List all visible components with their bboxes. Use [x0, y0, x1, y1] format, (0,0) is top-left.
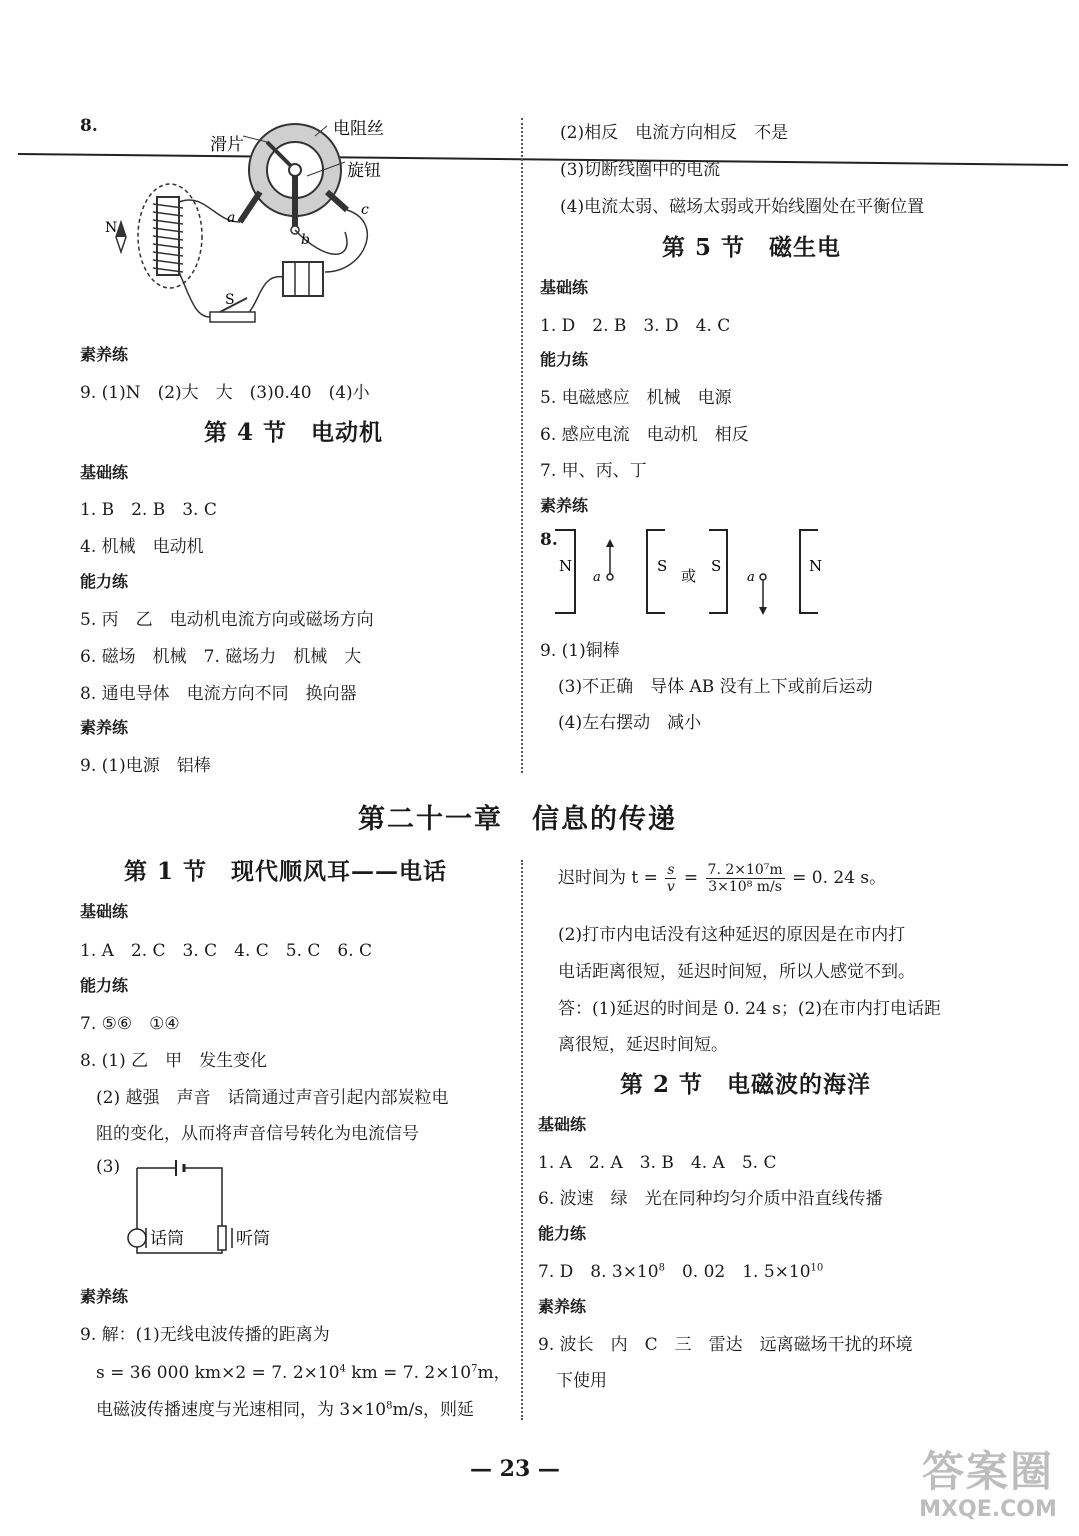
section-heading-jichu: 基础练 [80, 902, 129, 921]
section-heading-nengli: 能力练 [80, 976, 129, 995]
answer-line: 8. (1) 乙 甲 发生变化 [80, 1051, 268, 1071]
section-heading-nengli: 能力练 [540, 350, 589, 369]
section-heading-suyang: 素养练 [540, 496, 589, 515]
text-part: = 0. 24 s。 [792, 868, 887, 888]
label-b: b [301, 232, 310, 248]
exponent: 8 [658, 1262, 665, 1274]
label-slider: 滑片 [210, 135, 244, 155]
answer-line [538, 1257, 823, 1282]
text-part: m/s，则延 [392, 1400, 475, 1420]
exponent: 8 [386, 1400, 393, 1412]
equation-part: s = 36 000 km×2 = 7. 2×10 [96, 1363, 340, 1383]
question-number: 8. [80, 116, 98, 136]
answer-line: (2) 越强 声音 话筒通过声音引起内部炭粒电 [96, 1088, 449, 1108]
page-number: — 23 — [470, 1456, 560, 1482]
answer-line: 1. D 2. B 3. D 4. C [540, 316, 731, 336]
electromagnet-circuit-figure [95, 112, 425, 337]
answer-line: 6. 感应电流 电动机 相反 [540, 425, 749, 445]
equation-line [558, 862, 886, 895]
section-title-induction: 第 5 节 磁生电 [662, 234, 842, 261]
denominator: v [666, 879, 675, 895]
column-divider-top [521, 118, 523, 773]
answer-line: (2)相反 电流方向相反 不是 [560, 123, 789, 143]
text-part: 0. 02 1. 5×10 [664, 1262, 811, 1282]
answer-line: 1. A 2. C 3. C 4. C 5. C 6. C [80, 941, 373, 961]
answer-line: 9. (1)N (2)大 大 (3)0.40 (4)小 [80, 383, 370, 403]
equation-part: km = 7. 2×10 [345, 1363, 472, 1383]
magnet-pole-S: S [657, 557, 668, 575]
label-a: a [593, 570, 601, 585]
label-N: N [105, 220, 118, 236]
answer-line: 9. (1)电源 铝棒 [80, 756, 211, 776]
column-divider-bottom [521, 860, 523, 1420]
exponent: 4 [339, 1363, 346, 1375]
answer-line: 9. 波长 内 C 三 雷达 远离磁场干扰的环境 [538, 1335, 913, 1355]
answer-line: 9. 解：(1)无线电波传播的距离为 [80, 1325, 330, 1345]
answer-line: (3)不正确 导体 AB 没有上下或前后运动 [558, 677, 873, 697]
fraction-s-over-v [665, 862, 676, 895]
answer-line: 5. 丙 乙 电动机电流方向或磁场方向 [80, 610, 374, 630]
section-heading-suyang: 素养练 [80, 1287, 129, 1306]
answer-line: 9. (1)铜棒 [540, 641, 620, 661]
chapter-title: 第二十一章 信息的传递 [358, 804, 677, 835]
exponent: 10 [810, 1262, 824, 1274]
answer-line: (4)左右摆动 减小 [558, 713, 702, 733]
text-part: 电磁波传播速度与光速相同，为 3×10 [96, 1400, 387, 1420]
equals-sign: = [683, 868, 699, 888]
section-heading-jichu: 基础练 [80, 463, 129, 482]
fraction-distance-over-speed [706, 862, 785, 895]
answer-line: 7. ⑤⑥ ①④ [80, 1014, 180, 1034]
answer-line: 6. 磁场 机械 7. 磁场力 机械 大 [80, 647, 362, 667]
label-microphone: 话筒 [150, 1229, 184, 1249]
label-or: 或 [681, 567, 697, 585]
switch-icon [210, 312, 255, 322]
magnet-pole-N: N [559, 557, 573, 575]
answer-line: 答：(1)延迟的时间是 0. 24 s；(2)在市内打电话距 [558, 999, 941, 1019]
label-knob: 旋钮 [347, 161, 381, 181]
watermark-logo-text: 答案圈 [921, 1447, 1054, 1496]
microphone-icon [128, 1229, 146, 1247]
section-title-motor: 第 4 节 电动机 [204, 419, 384, 446]
magnet-field-figure [553, 525, 853, 625]
magnet-pole-S: S [711, 557, 722, 575]
answer-line: (3) [96, 1157, 121, 1177]
section-heading-nengli: 能力练 [538, 1224, 587, 1243]
numerator: 7. 2×10⁷m [707, 862, 783, 878]
answer-line: (2)打市内电话没有这种延迟的原因是在市内打 [558, 925, 906, 945]
label-a: a [747, 570, 755, 585]
text-part: 迟时间为 t = [558, 868, 658, 888]
magnet-pole-N: N [809, 557, 823, 575]
label-receiver: 听筒 [236, 1229, 270, 1249]
section-title-em-waves: 第 2 节 电磁波的海洋 [620, 1071, 872, 1098]
answer-line: 阻的变化，从而将声音信号转化为电流信号 [96, 1124, 419, 1144]
answer-line: 4. 机械 电动机 [80, 537, 204, 557]
watermark-logo [903, 1448, 1073, 1530]
answer-line: 1. A 2. A 3. B 4. A 5. C [538, 1153, 777, 1173]
section-heading-suyang: 素养练 [538, 1297, 587, 1316]
receiver-icon [218, 1226, 226, 1250]
answer-line [96, 1395, 474, 1420]
label-S: S [225, 292, 235, 308]
answer-line: 5. 电磁感应 机械 电源 [540, 388, 732, 408]
section-heading-jichu: 基础练 [540, 278, 589, 297]
section-heading-suyang: 素养练 [80, 345, 129, 364]
watermark-url-text: MXQE.COM [919, 1497, 1057, 1522]
answer-line: 1. B 2. B 3. C [80, 500, 217, 520]
section-heading-suyang: 素养练 [80, 718, 129, 737]
answer-line: 下使用 [556, 1371, 607, 1391]
battery-icon [283, 262, 323, 296]
answer-line: (4)电流太弱、磁场太弱或开始线圈处在平衡位置 [560, 197, 925, 217]
answer-line: 离很短，延迟时间短。 [558, 1035, 728, 1055]
section-heading-jichu: 基础练 [538, 1115, 587, 1134]
equation-part: m， [477, 1363, 511, 1383]
section-title-telephone: 第 1 节 现代顺风耳——电话 [124, 858, 448, 885]
denominator: 3×10⁸ m/s [708, 879, 782, 895]
answer-line: 电话距离很短，延迟时间短，所以人感觉不到。 [558, 962, 915, 982]
exponent: 7 [471, 1363, 478, 1375]
label-c: c [361, 202, 369, 218]
answer-line: 8. 通电导体 电流方向不同 换向器 [80, 684, 357, 704]
telephone-circuit-diagram [122, 1158, 322, 1258]
label-resistance-wire: 电阻丝 [333, 119, 384, 139]
equation-line [96, 1358, 511, 1383]
section-heading-nengli: 能力练 [80, 572, 129, 591]
text-part: 7. D 8. 3×10 [538, 1262, 659, 1282]
answer-line: 6. 波速 绿 光在同种均匀介质中沿直线传播 [538, 1189, 883, 1209]
answer-line: (3)切断线圈中的电流 [560, 160, 721, 180]
numerator: s [667, 862, 675, 878]
question-number: 8. [540, 530, 558, 550]
label-a: a [227, 210, 236, 226]
answer-line: 7. 甲、丙、丁 [540, 461, 647, 481]
